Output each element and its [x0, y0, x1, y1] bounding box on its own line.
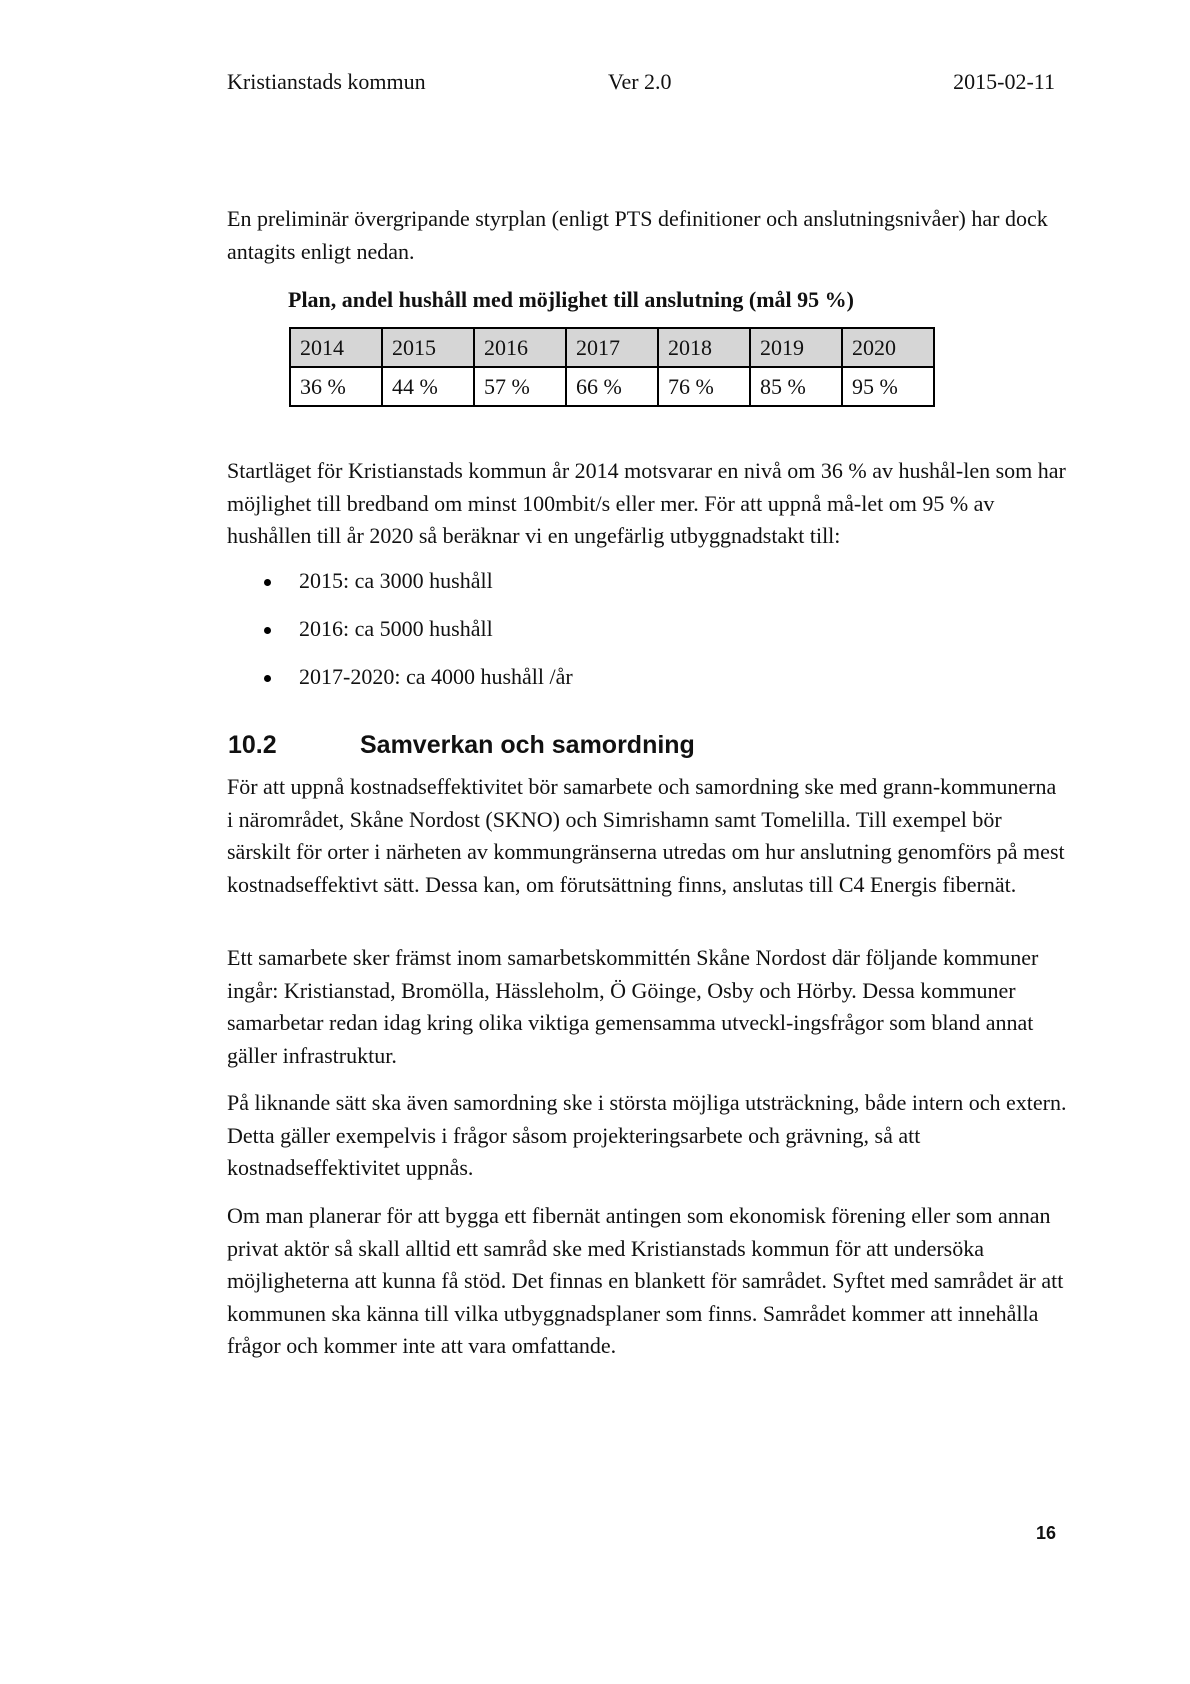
plan-table	[289, 327, 935, 407]
value-cell: 36 %	[290, 367, 382, 406]
list-item-text: 2015: ca 3000 hushåll	[299, 568, 493, 593]
bullet-icon	[264, 627, 271, 634]
year-cell: 2018	[658, 328, 750, 367]
bullet-icon	[264, 675, 271, 682]
value-cell: 95 %	[842, 367, 934, 406]
value-cell: 76 %	[658, 367, 750, 406]
section-title: Samverkan och samordning	[360, 731, 695, 759]
list-item-text: 2017-2020: ca 4000 hushåll /år	[299, 664, 573, 689]
section-paragraph: För att uppnå kostnadseffektivitet bör samarbete och samordning ske med grann-kommunerna i närområdet, Skåne Nordost (SKNO) och Simrishamn samt Tomelilla. Till exempel bör särskilt för orter i närheten av kommungränserna utredas om hur anslutning genomförs på mest kostnadseffektivt sätt. Dessa kan, om förutsättning finns, anslutas till C4 Energis fibernät.	[227, 774, 1065, 897]
section-paragraph: Om man planerar för att bygga ett fibernät antingen som ekonomisk förening eller som annan privat aktör så skall alltid ett samråd ske med Kristianstads kommun för att undersöka möjligheterna att kunna få stöd. Det finnas en blankett för samrådet. Syftet med samrådet är att kommunen ska känna till vilka utbyggnadsplaner som finns. Samrådet kommer att innehålla frågor och kommer inte att vara omfattande.	[227, 1203, 1064, 1358]
list-item	[227, 661, 573, 709]
header-version: Ver 2.0	[608, 69, 672, 94]
value-cell: 85 %	[750, 367, 842, 406]
table-caption: Plan, andel hushåll med möjlighet till anslutning (mål 95 %)	[288, 287, 854, 312]
value-cell: 44 %	[382, 367, 474, 406]
list-item	[227, 565, 573, 613]
value-cell: 66 %	[566, 367, 658, 406]
bullet-icon	[264, 579, 271, 586]
page-number: 16	[1035, 1523, 1056, 1543]
rollout-list	[227, 565, 573, 709]
table-row-values	[290, 367, 934, 406]
table-row-years	[290, 328, 934, 367]
year-cell: 2014	[290, 328, 382, 367]
start-paragraph: Startläget för Kristianstads kommun år 2014 motsvarar en nivå om 36 % av hushål-len som har möjlighet till bredband om minst 100mbit/s eller mer. För att uppnå må-let om 95 % av hushållen till år 2020 så beräknar vi en ungefärlig utbyggnadstakt till:	[227, 458, 1066, 548]
section-paragraph: På liknande sätt ska även samordning ske i största möjliga utsträckning, både intern och extern. Detta gäller exempelvis i frågor såsom projekteringsarbete och grävning, så att kostnadseffektivitet uppnås.	[227, 1090, 1067, 1180]
intro-paragraph: En preliminär övergripande styrplan (enligt PTS definitioner och anslutningsnivåer) har dock antagits enligt nedan.	[227, 206, 1048, 264]
value-cell: 57 %	[474, 367, 566, 406]
header-date: 2015-02-11	[953, 69, 1055, 94]
section-paragraph: Ett samarbete sker främst inom samarbetskommittén Skåne Nordost där följande kommuner ingår: Kristianstad, Bromölla, Hässleholm, Ö Göinge, Osby och Hörby. Dessa kommuner samarbetar redan idag kring olika viktiga gemensamma utveckl-ingsfrågor som bland annat gäller infrastruktur.	[227, 945, 1039, 1068]
year-cell: 2019	[750, 328, 842, 367]
list-item-text: 2016: ca 5000 hushåll	[299, 616, 493, 641]
year-cell: 2016	[474, 328, 566, 367]
year-cell: 2015	[382, 328, 474, 367]
list-item	[227, 613, 573, 661]
year-cell: 2020	[842, 328, 934, 367]
section-number: 10.2	[228, 731, 277, 759]
year-cell: 2017	[566, 328, 658, 367]
header-organization: Kristianstads kommun	[227, 69, 426, 94]
